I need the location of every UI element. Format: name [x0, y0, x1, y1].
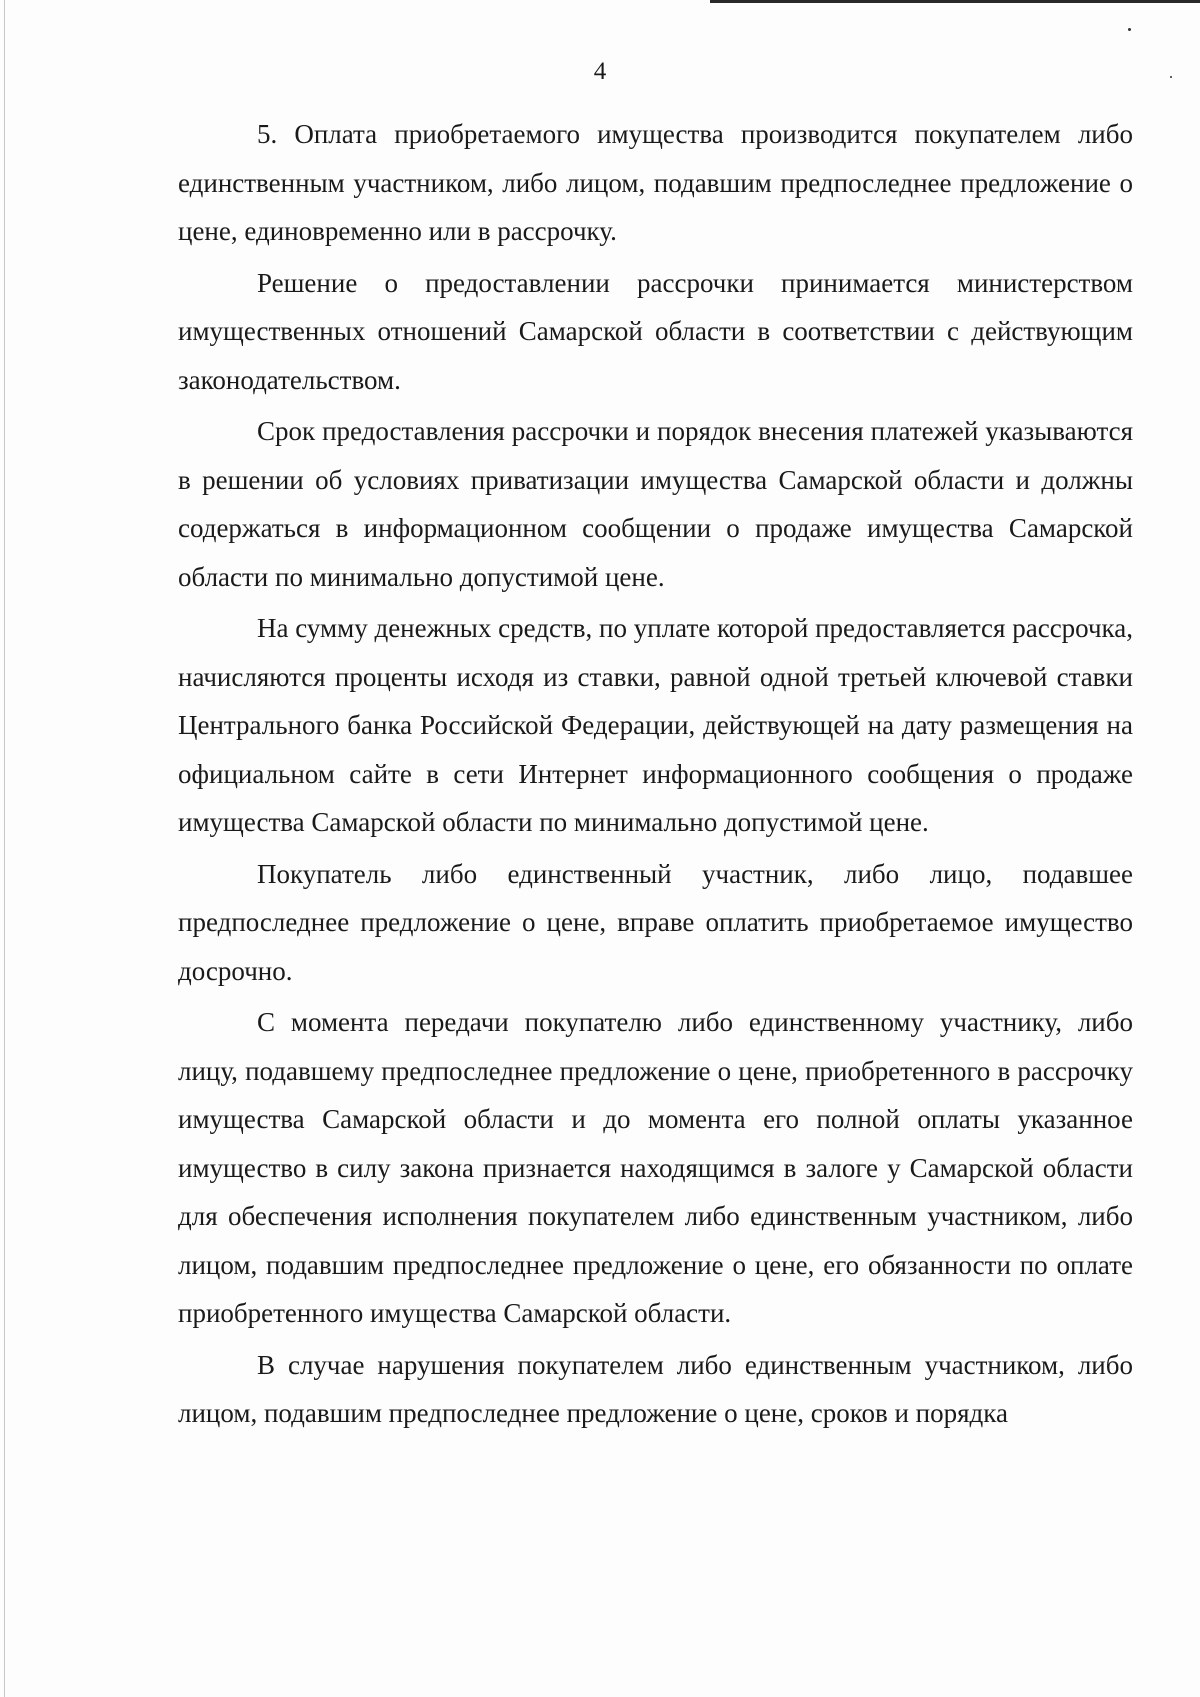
page-number: 4	[593, 58, 607, 85]
scan-speck	[1128, 28, 1131, 31]
paragraph-pledge: С момента передачи покупателю либо единственному участнику, либо лицу, подавшему предпоследнее предложение о цене, приобретенного в рассрочку имущества Самарской области и до момента его полной оплаты указанное имущество в силу закона признается находящимся в залоге у Самарской области для обеспечения исполнения покупателем либо единственным участником, либо лицом, подавшим предпоследнее предложение о цене, его обязанности по оплате приобретенного имущества Самарской области.	[178, 1007, 1133, 1328]
paragraph-payment-method: 5. Оплата приобретаемого имущества производится покупателем либо единственным участником, либо лицом, подавшим предпоследнее предложение о цене, единовременно или в рассрочку.	[178, 119, 1133, 246]
paragraph-violation: В случае нарушения покупателем либо единственным участником, либо лицом, подавшим предпоследнее предложение о цене, сроков и порядка	[178, 1349, 1133, 1428]
top-border-line	[710, 0, 1200, 3]
paragraph-early-payment: Покупатель либо единственный участник, либо лицо, подавшее предпоследнее предложение о цене, вправе оплатить приобретаемое имущество досрочно.	[178, 858, 1133, 986]
document-body	[178, 110, 1133, 1441]
paragraph-installment-term: Срок предоставления рассрочки и порядок внесения платежей указываются в решении об условиях приватизации имущества Самарской области и должны содержаться в информационном сообщении о продаже имущества Самарской области по минимально допустимой цене.	[178, 416, 1133, 592]
scan-left-edge	[4, 0, 5, 1697]
paragraph-installment-decision: Решение о предоставлении рассрочки принимается министерством имущественных отношений Самарской области в соответствии с действующим законодательством.	[178, 267, 1133, 395]
paragraph-interest: На сумму денежных средств, по уплате которой предоставляется рассрочка, начисляются проценты исходя из ставки, равной одной третьей ключевой ставки Центрального банка Российской Федерации, действующей на дату размещения на официальном сайте в сети Интернет информационного сообщения о продаже имущества Самарской области по минимально допустимой цене.	[178, 613, 1133, 837]
